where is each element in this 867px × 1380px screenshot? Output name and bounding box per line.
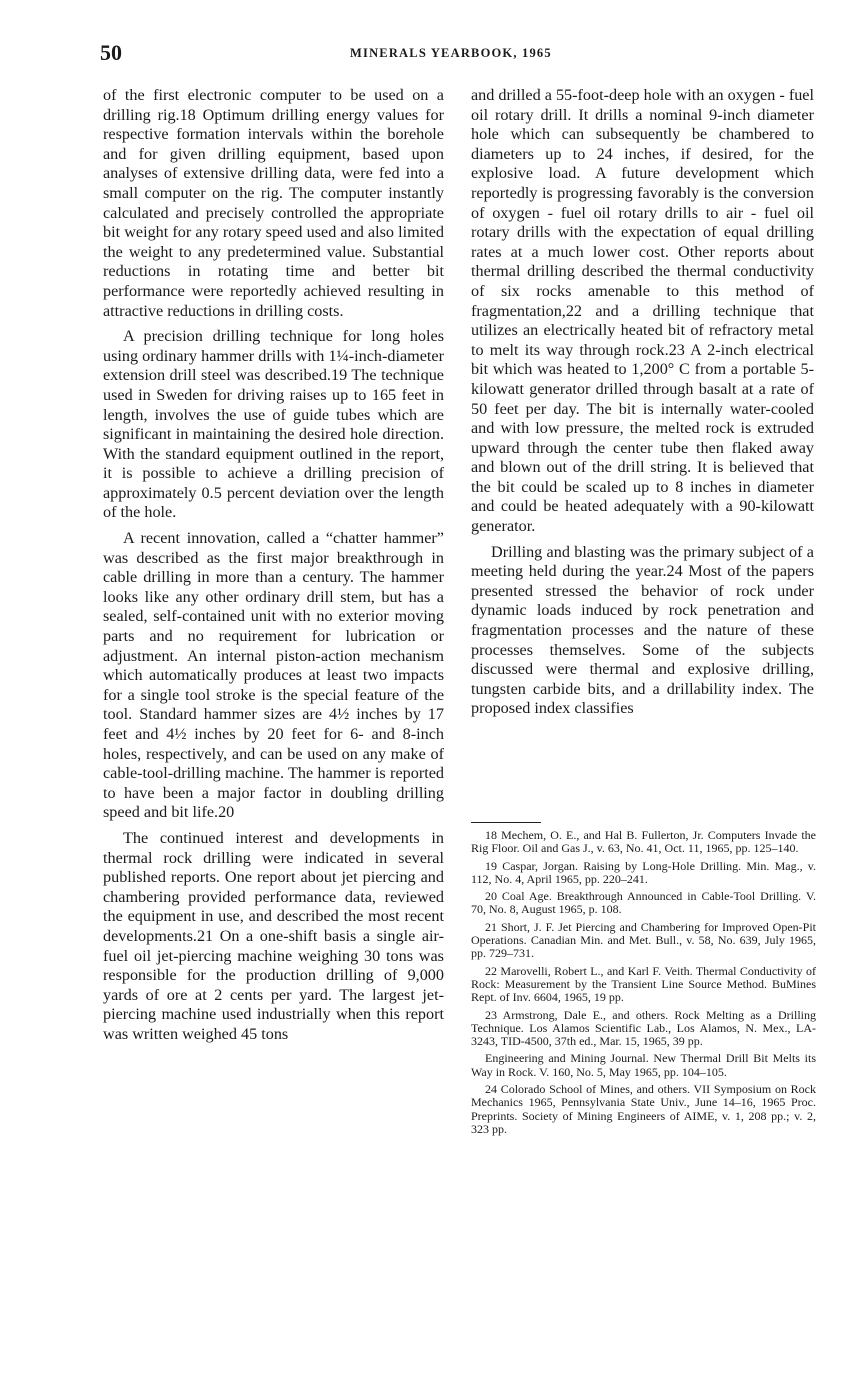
- page-header: [100, 40, 815, 70]
- footnote: 24 Colorado School of Mines, and others. VII Symposium on Rock Mechanics 1965, Pennsylvania State Univ., June 14–16, 1965 Proc. Preprints. Society of Mining Engineers of AIME, v. 1, 208 pp.; v. 2, 323 pp.: [471, 1082, 816, 1136]
- footnote: 20 Coal Age. Breakthrough Announced in Cable-Tool Drilling. V. 70, No. 8, August 1965, p. 108.: [471, 889, 816, 917]
- right-column: [471, 86, 814, 725]
- footnote: 23 Armstrong, Dale E., and others. Rock Melting as a Drilling Technique. Los Alamos Scientific Lab., Los Alamos, N. Mex., LA-3243, TID-4500, 37th ed., Mar. 15, 1965, 39 pp.: [471, 1007, 816, 1049]
- footnote: 18 Mechem, O. E., and Hal B. Fullerton, Jr. Computers Invade the Rig Floor. Oil and Gas J., v. 63, No. 41, Oct. 11, 1965, pp. 125–140.: [471, 828, 816, 856]
- running-head: MINERALS YEARBOOK, 1965: [350, 46, 552, 60]
- footnote: Engineering and Mining Journal. New Thermal Drill Bit Melts its Way in Rock. V. 160, No. 5, May 1965, pp. 104–105.: [471, 1051, 816, 1079]
- paragraph: A precision drilling technique for long holes using ordinary hammer drills with 1¼-inch-diameter extension drill steel was described.19 The technique used in Sweden for driving raises up to 165 feet in length, involves the use of guide tubes which are significant in maintaining the desired hole direction. With the standard equipment outlined in the report, it is possible to achieve a drilling precision of approximately 0.5 percent deviation over the length of the hole.: [103, 327, 444, 522]
- paragraph: The continued interest and developments in thermal rock drilling were indicated in several published reports. One report about jet piercing and chambering provided performance data, reviewed the equipment in use, and described the most recent developments.21 On a one-shift basis a single air-fuel oil jet-piercing machine weighing 30 tons was responsible for the production drilling of 9,000 yards of ore at 2 cents per yard. The largest jet-piercing machine used industrially when this report was written weighed 45 tons: [103, 828, 444, 1043]
- footnote: 21 Short, J. F. Jet Piercing and Chambering for Improved Open-Pit Operations. Canadian Min. and Met. Bull., v. 58, No. 639, July 1965, pp. 729–731.: [471, 919, 816, 961]
- page-number: 50: [100, 40, 122, 65]
- paragraph: A recent innovation, called a “chatter hammer” was described as the first major breakthrough in cable drilling in more than a century. The hammer looks like any other ordinary drill stem, but has a sealed, self-contained unit with no exterior moving parts and no requirement for lubrication or adjustment. An internal piston-action mechanism which automatically produces at least two impacts for a single tool stroke is the special feature of the tool. Standard hammer sizes are 4½ inches by 17 feet and 4½ inches by 20 feet for 6- and 8-inch holes, respectively, and can be used on any make of cable-tool-drilling machine. The hammer is reported to have been a major factor in doubling drilling speed and bit life.20: [103, 529, 444, 822]
- footnote-rule: [471, 822, 541, 823]
- footnote: 19 Caspar, Jorgan. Raising by Long-Hole Drilling. Min. Mag., v. 112, No. 4, April 1965, pp. 220–241.: [471, 858, 816, 886]
- footnotes: [471, 822, 816, 1140]
- left-column: [103, 86, 444, 1051]
- footnote: 22 Marovelli, Robert L., and Karl F. Veith. Thermal Conductivity of Rock: Measurement by the Transient Line Source Method. BuMines Rept. of Inv. 6604, 1965, 19 pp.: [471, 963, 816, 1005]
- paragraph: Drilling and blasting was the primary subject of a meeting held during the year.24 Most of the papers presented stressed the behavior of rock under dynamic loads induced by rock penetration and fragmentation processes and the nature of these processes themselves. Some of the subjects discussed were thermal and explosive drilling, tungsten carbide bits, and a drillability index. The proposed index classifies: [471, 542, 814, 718]
- paragraph: of the first electronic computer to be used on a drilling rig.18 Optimum drilling energy values for respective formation intervals within the borehole and for given drilling equipment, based upon analyses of extensive drilling data, were fed into a small computer on the rig. The computer instantly calculated and precisely controlled the appropriate bit weight for any rotary speed used and also limited the weight to any predetermined value. Substantial reductions in rotating time and better bit performance were reportedly achieved resulting in attractive reductions in drilling costs.: [103, 86, 444, 320]
- paragraph: and drilled a 55-foot-deep hole with an oxygen - fuel oil rotary drill. It drills a nominal 9-inch diameter hole which can subsequently be chambered to diameters up to 24 inches, if desired, for the explosive load. A future development which reportedly is progressing favorably is the conversion of oxygen - fuel oil rotary drills to air - fuel oil rotary drills with the expectation of equal drilling rates at a much lower cost. Other reports about thermal drilling described the thermal conductivity of six rocks amenable to this method of fragmentation,22 and a drilling technique that utilizes an electrically heated bit of refractory metal to melt its way through rock.23 A 2-inch electrical bit which was heated to 1,200° C from a portable 5-kilowatt generator drilled through basalt at a rate of 50 feet per day. The bit is internally water-cooled and with low pressure, the melted rock is extruded upward through the center tube then flaked away and blown out of the drill string. It is believed that the bit could be scaled up to 8 inches in diameter and could be heated adequately with a 90-kilowatt generator.: [471, 86, 814, 536]
